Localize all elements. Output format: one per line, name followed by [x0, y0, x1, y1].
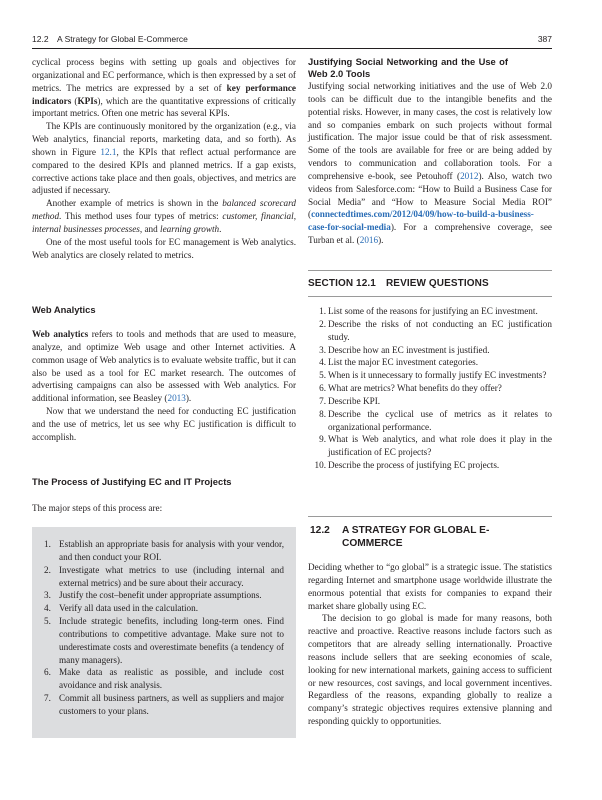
kpi-paragraph: The KPIs are continuously monitored by the organization (e.g., via Web analytics, financial reports, marketing data, and so forth). As shown in Figure 12.1, the KPIs that reflect actual performance are compared to the desired KPIs and planned metrics. If a gap exists, corrective actions take place and then goals, objectives, and metrics are adjusted if necessary. — [32, 121, 297, 196]
list-item: 4. Verify all data used in the calculation. — [44, 603, 199, 614]
list-item: 6. What are metrics? What benefits do they offer? — [319, 383, 502, 394]
scorecard-paragraph: Another example of metrics is shown in the balanced scorecard method. This method uses four types of metrics: customer, financial, internal businesses processes, and learning growth. — [32, 198, 297, 234]
section-number: 12.2 — [310, 525, 330, 536]
list-item: 7. Describe KPI. — [319, 395, 381, 406]
process-heading: The Process of Justifying EC and IT Projects — [32, 476, 232, 487]
process-steps-list — [32, 527, 296, 718]
list-item: 8. Describe the cyclical use of metrics as it relates to organizational performance. — [319, 408, 552, 432]
review-rule-top — [308, 270, 552, 271]
process-steps-box — [32, 527, 296, 738]
social-networking-heading: Justifying Social Networking and the Use of Web 2.0 Tools — [308, 56, 508, 79]
list-item: 10. Describe the process of justifying EC projects. — [314, 460, 500, 471]
term-kpis: KPIs — [77, 95, 98, 106]
term-key-performance-indicators: key performance indicators — [32, 82, 296, 106]
global-paragraph-1: Deciding whether to “go global” is a strategic issue. The statistics regarding Internet and smartphone usage worldwide illustrate the enormous potential that exists for companies to expand their market share globally using EC. — [308, 562, 552, 611]
list-item: 5. When is it unnecessary to formally justify EC investments? — [319, 370, 547, 381]
list-item: 7. Commit all business partners, as well as suppliers and major customers to your plans. — [44, 693, 284, 716]
section-12-2-rule — [308, 516, 552, 517]
connectedtimes-link[interactable]: connectedtimes.com/2012/04/09/how-to-build-a-business-case-for-social-media — [308, 209, 534, 233]
review-questions — [308, 305, 552, 472]
list-item: 3. Justify the cost–benefit under appropriate assumptions. — [44, 590, 262, 601]
process-intro: The major steps of this process are: — [32, 503, 163, 513]
review-rule-bottom — [308, 296, 552, 297]
citation-link-petouhoff[interactable]: 2012 — [460, 170, 479, 181]
transition-paragraph: Now that we understand the need for conducting EC justification and the use of metrics, let us see why EC justification is difficult to accomplish. — [32, 406, 296, 442]
global-paragraph-2: The decision to go global is made for many reasons, both reactive and proactive. Reactive reasons include factors such as competitors that are already selling internationally. Proactive reasons include sellers that are seeking economies of scale, looking for new international markets, gaining access to sufficient or new resources, cost savings, and local government incentives. Regardless of the reasons, expanding globally to realize a company’s strategic objectives requires extensive planning and responding quickly to opportunities. — [308, 613, 552, 727]
list-item: 2. Investigate what metrics to use (including internal and external metrics) and be sure about their accuracy. — [44, 564, 284, 588]
page-number: 387 — [537, 34, 552, 44]
list-item: 3. Describe how an EC investment is justified. — [319, 344, 490, 355]
web-analytics-definition: Web analytics refers to tools and methods that are used to measure, analyze, and optimize Web usage and other Internet activities. A common usage of Web analytics is to evaluate website traffic, but it can also be used as a tool for EC market research. The outcomes of advertising campaigns can also be assessed with Web analytics. For additional information, see Beasley (2013). — [32, 329, 296, 404]
review-questions-title: SECTION 12.1 REVIEW QUESTIONS — [308, 278, 489, 289]
header-rule — [32, 48, 552, 49]
list-item: 6. Make data as realistic as possible, and include cost avoidance and risk analysis. — [44, 667, 284, 691]
web-analytics-heading: Web Analytics — [32, 304, 96, 315]
list-item: 1. Establish an appropriate basis for analysis with your vendor, and then conduct your ROI. — [44, 539, 284, 562]
web-analytics-text — [32, 328, 296, 444]
list-item: 5. Include strategic benefits, including long-term ones. Find contributions to competitive advantage. Make sure not to underestimate costs and overestimate benefits (a tendency of many managers). — [44, 616, 284, 665]
list-item: 9. What is Web analytics, and what role does it play in the justification of EC projects? — [319, 434, 552, 458]
citation-link-turban[interactable]: 2016 — [359, 235, 379, 246]
review-questions-list — [308, 305, 552, 472]
global-strategy-text — [308, 561, 552, 728]
left-column-intro — [32, 56, 296, 262]
intro-paragraph: cyclical process begins with setting up goals and objectives for organizational and EC performance, which is then expressed by a set of metrics. The metrics are expressed by a set of key performance indicators (KPIs), which are the quantitative expressions of critically important metrics. Often one metric has several KPIs. — [32, 57, 297, 119]
term-web-analytics: Web analytics — [32, 329, 89, 339]
right-column-social — [308, 56, 552, 247]
list-item: 4. List the major EC investment categories. — [319, 357, 479, 368]
social-networking-paragraph: Justifying social networking initiatives and the use of Web 2.0 tools can be difficult due to the intangible benefits and the potential risks. However, in many cases, the cost is relatively low and so companies embark on such projects without formal justification. The major issue could be that of risk assessment. Some of the tools are available for free or are being added by vendors to communication and collaboration tools. For a comprehensive e-book, see Petouhoff (2012). Also, watch two videos from Salesforce.com: “How to Build a Business Case for Social Media” and “How to Measure Social Media ROI” (connectedtimes.com/2012/04/09/how-to-build-a-business-case-for-social-media). For a comprehensive coverage, see Turban et al. (2016). — [308, 81, 552, 246]
citation-link-beasley[interactable]: 2013 — [167, 393, 186, 404]
section-title: A STRATEGY FOR GLOBAL E-COMMERCE — [342, 525, 490, 549]
running-header — [32, 34, 552, 48]
list-item: 2. Describe the risks of not conducting an EC justification study. — [319, 318, 552, 342]
web-analytics-tool-paragraph: One of the most useful tools for EC management is Web analytics. Web analytics are closely related to metrics. — [32, 236, 296, 260]
list-item: 1. List some of the reasons for justifying an EC investment. — [319, 306, 538, 316]
running-header-section: 12.2 A Strategy for Global E-Commerce — [32, 34, 188, 44]
figure-link[interactable]: 12.1 — [100, 146, 117, 157]
